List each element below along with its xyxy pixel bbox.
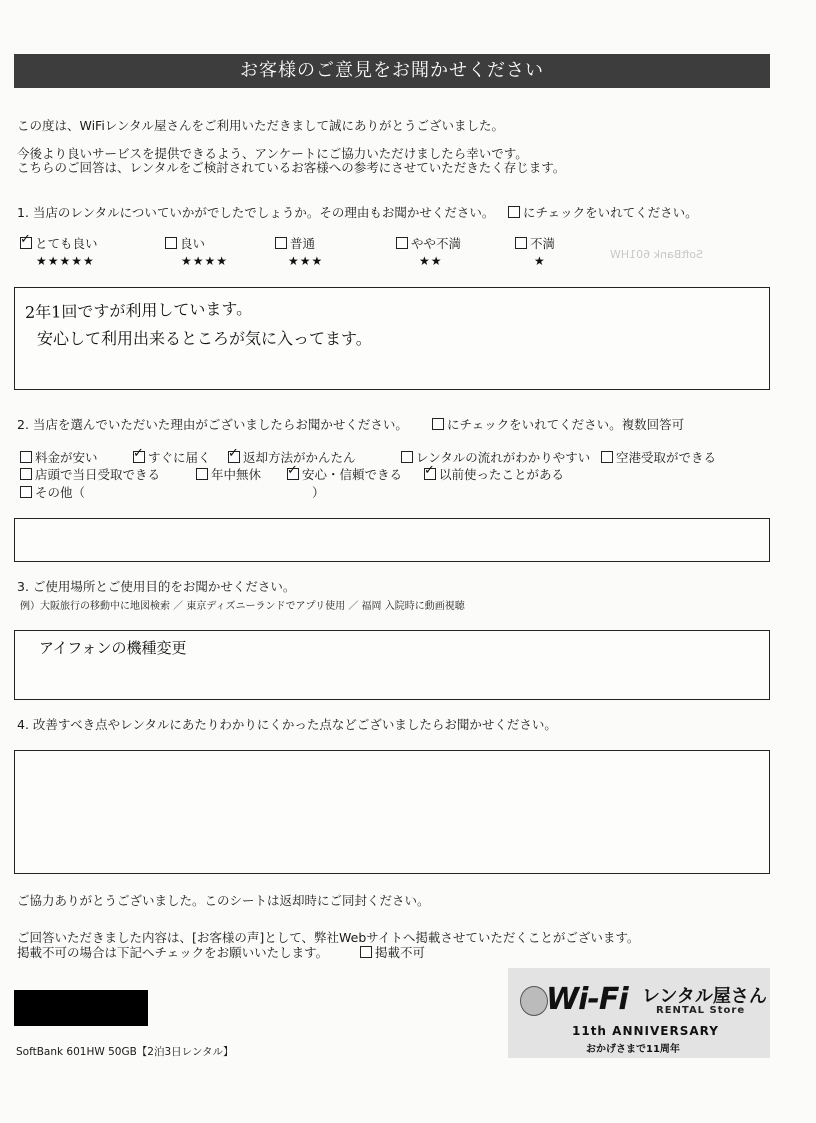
redacted-block [14,990,148,1026]
footer-thanks: ご協力ありがとうございました。このシートは返却時にご同封ください。 [17,893,430,908]
q3-question: 3. ご使用場所とご使用目的をお聞かせください。 [17,579,296,594]
q2-option-airport[interactable] [601,450,716,466]
q2-option-label: レンタルの流れがわかりやすい [416,450,591,465]
q2-answer-box[interactable] [14,518,770,562]
q1-stars-4: ★★★★ [181,254,229,268]
checkbox-icon[interactable] [165,237,177,249]
q1-stars-1: ★ [534,254,546,268]
checkbox-checked-icon[interactable] [133,451,145,463]
intro-line-1: この度は、WiFiレンタル屋さんをご利用いただきまして誠にありがとうございました。 [17,118,505,133]
logo-wifi-text: Wi-Fi [546,982,628,1017]
q1-option-good[interactable] [165,236,205,252]
logo-sub-text: RENTAL Store [656,1005,746,1016]
q2-instruction-text: にチェックをいれてください。複数回答可 [447,417,685,432]
q1-option-label: 不満 [530,236,556,251]
q1-instruction-text: にチェックをいれてください。 [523,205,698,220]
q2-option-other[interactable] [20,485,85,501]
checkbox-checked-icon[interactable] [20,237,32,249]
checkbox-icon[interactable] [196,468,208,480]
q1-option-very-good[interactable] [20,236,98,252]
checkbox-icon[interactable] [396,237,408,249]
q3-answer-box[interactable] [14,630,770,700]
q2-option-open-all-year[interactable] [196,467,261,483]
q2-option-label: すぐに届く [148,450,211,465]
intro-line-2: 今後より良いサービスを提供できるよう、アンケートにご協力いただけましたら幸いです。 [17,146,528,161]
opt-out-label: 掲載不可 [375,945,426,960]
q2-option-trustworthy[interactable] [287,467,402,483]
q1-stars-3: ★★★ [288,254,324,268]
intro-line-3: こちらのご回答は、レンタルをご検討されているお客様への参考にさせていただきたく存じます。 [17,160,566,175]
q1-option-label: 良い [180,236,206,251]
opt-out-checkbox[interactable] [360,945,425,961]
q1-option-label: とても良い [35,236,98,251]
q1-answer-line-2: 安心して利用出来るところが気に入ってます。 [37,329,372,348]
checkbox-icon[interactable] [401,451,413,463]
q4-question: 4. 改善すべき点やレンタルにあたりわかりにくかった点などございましたらお聞かせください。 [17,717,557,732]
q1-stars-5: ★★★★★ [36,254,95,268]
checkbox-icon[interactable] [275,237,287,249]
bleed-through-device: SoftBank 601HW [610,248,703,261]
q2-instruction [432,417,684,433]
q2-option-label: 以前使ったことがある [439,467,565,482]
q2-option-same-day-store[interactable] [20,467,160,483]
checkbox-icon[interactable] [515,237,527,249]
q1-option-dissatisfied[interactable] [515,236,555,252]
q2-option-label: その他（ [35,485,86,500]
q2-option-label: 料金が安い [35,450,98,465]
q1-question: 1. 当店のレンタルについていかがでしたでしょうか。その理由もお聞かせください。 [17,205,495,220]
logo-anniversary-text: 11th ANNIVERSARY [572,1024,719,1038]
logo-japanese-text: レンタル屋さん [642,986,767,1007]
q2-option-label: 返却方法がかんたん [243,450,356,465]
q3-answer: アイフォンの機種変更 [39,639,187,657]
q1-answer-box[interactable] [14,287,770,390]
q3-example: 例）大阪旅行の移動中に地図検索 ／ 東京ディズニーランドでアプリ使用 ／ 福岡 入院時に動画視聴 [20,601,465,612]
checkbox-checked-icon[interactable] [228,451,240,463]
q2-option-cheap[interactable] [20,450,98,466]
checkbox-checked-icon[interactable] [424,468,436,480]
q1-instruction [508,205,698,221]
q2-option-label: 年中無休 [211,467,262,482]
company-logo [508,968,770,1058]
device-info: SoftBank 601HW 50GB【2泊3日レンタル】 [16,1046,234,1058]
q2-option-fast-delivery[interactable] [133,450,211,466]
mascot-icon [520,986,548,1016]
q1-option-slightly-dissatisfied[interactable] [396,236,461,252]
checkbox-icon[interactable] [20,468,32,480]
checkbox-icon[interactable] [20,486,32,498]
q1-answer-line-1: 2年1回ですが利用しています。 [24,299,253,322]
checkbox-legend-icon [508,206,520,218]
checkbox-icon[interactable] [20,451,32,463]
checkbox-icon[interactable] [601,451,613,463]
checkbox-checked-icon[interactable] [287,468,299,480]
q2-option-label: 安心・信頼できる [302,467,403,482]
q4-answer-box[interactable] [14,750,770,874]
q2-option-label: 店頭で当日受取できる [35,467,161,482]
q2-other-close-paren: ） [312,485,325,500]
page-title: お客様のご意見をお聞かせください [14,54,770,88]
q2-question: 2. 当店を選んでいただいた理由がございましたらお聞かせください。 [17,417,408,432]
q2-option-used-before[interactable] [424,467,564,483]
q1-option-label: 普通 [290,236,316,251]
checkbox-legend-icon [432,418,444,430]
q1-stars-2: ★★ [419,254,443,268]
q1-option-label: やや不満 [411,236,462,251]
q2-option-label: 空港受取ができる [616,450,717,465]
logo-thanks-text: おかげさまで11周年 [586,1044,680,1055]
footer-publish-line-2: 掲載不可の場合は下記へチェックをお願いいたします。 [17,945,329,960]
footer-publish-line-1: ご回答いただきました内容は、[お客様の声]として、弊社Webサイトへ掲載させていただくことがございます。 [17,930,640,945]
checkbox-icon[interactable] [360,946,372,958]
q1-option-normal[interactable] [275,236,315,252]
